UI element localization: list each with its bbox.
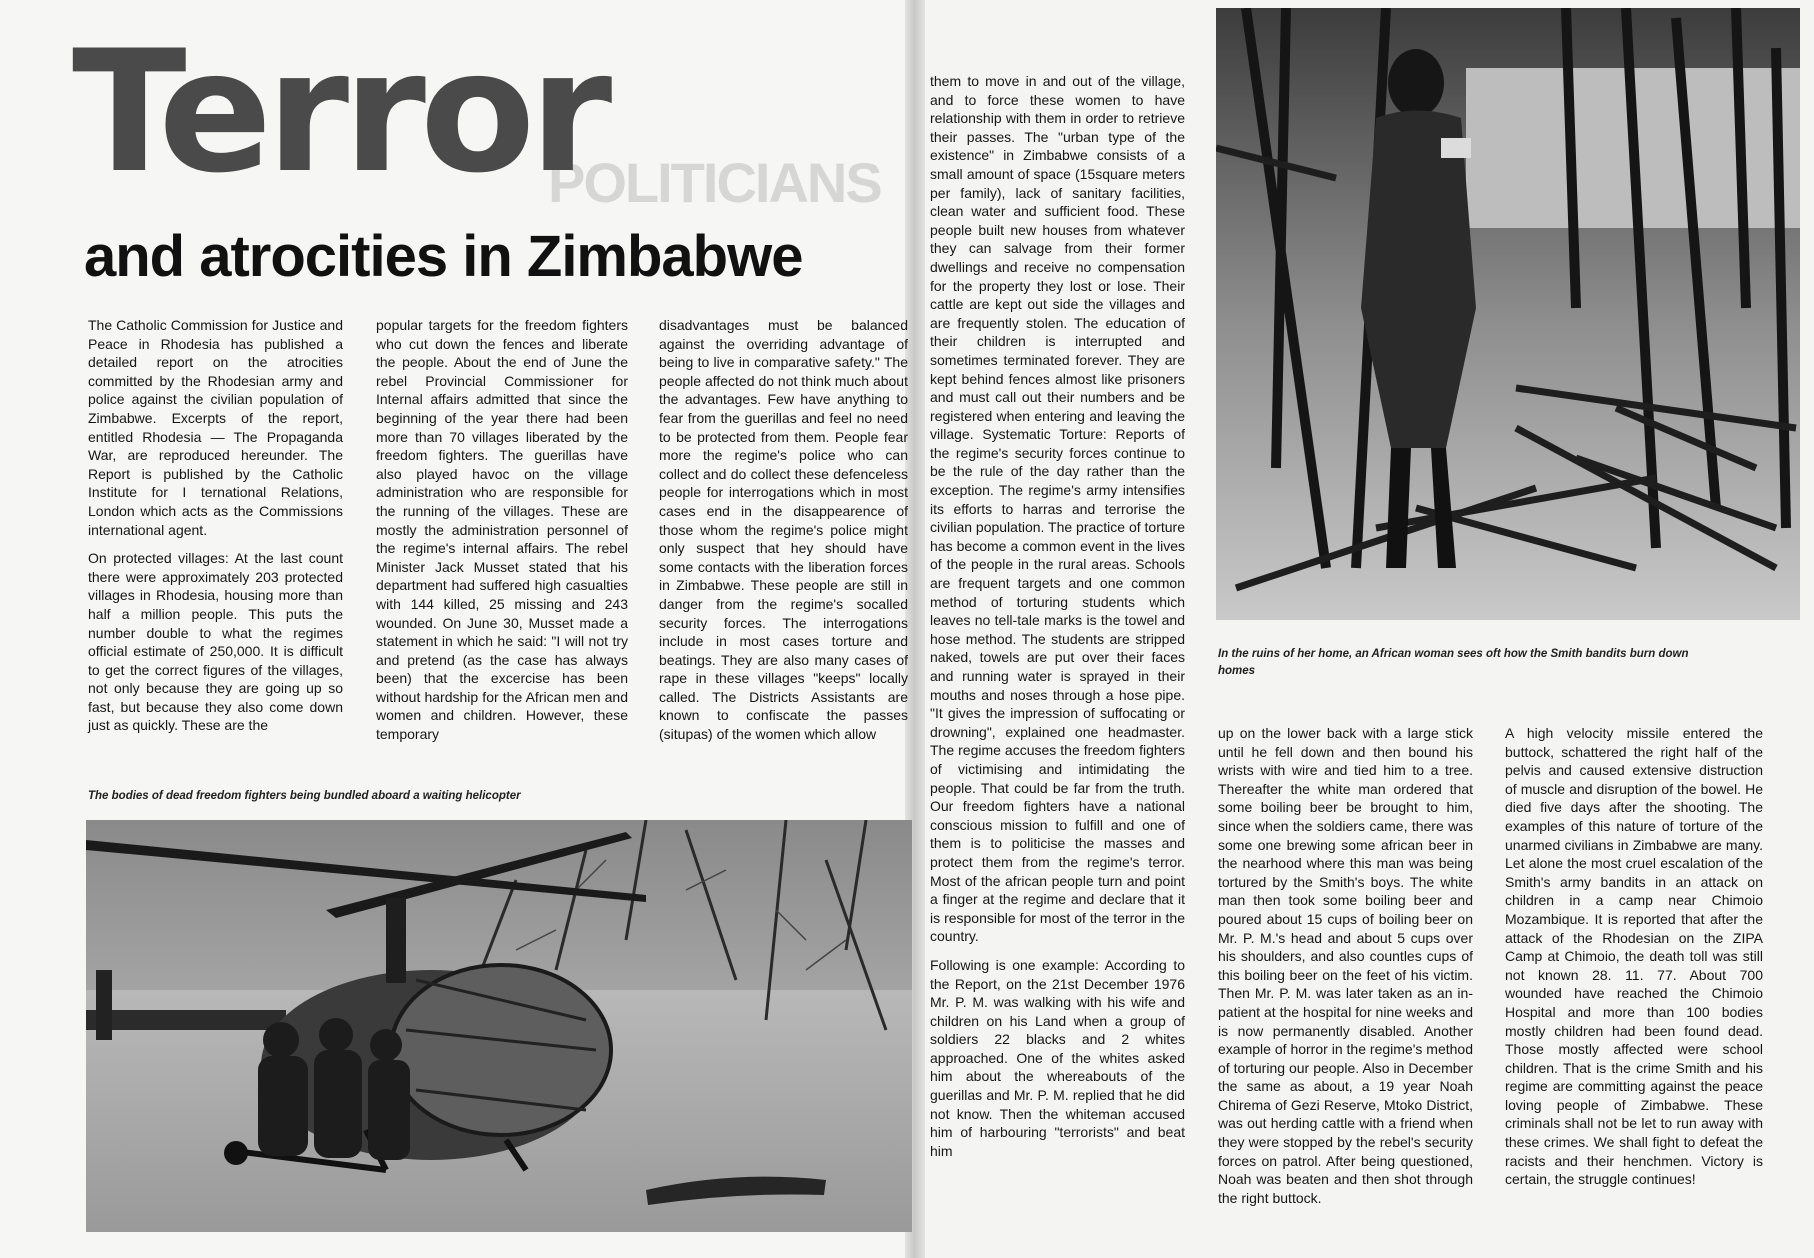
right-column-2 bbox=[1218, 724, 1473, 1217]
show-through-text: POLITICIANS bbox=[548, 151, 881, 214]
left-column-3-text: disadvantages must be balanced against the overriding advantage of being to live in comparative safety." The people affected do not think much about the advantages. Few have anything to fear from the guerillas and feel no need to be protected from them. People fear more the regime's police who can collect and do collect these defenceless people for interrogations which in most cases end in the disappearence of those whom the regime's police might only suspect that hey should have some contacts with the liberation forces in Zimbabwe. These people are still in danger from the regime's socalled security forces. The interrogations include in most cases torture and beatings. They are also many cases of rape in these villages "keeps" locally called. The Districts Assistants are known to confiscate the passes (situpas) of the women which allow bbox=[659, 317, 908, 743]
woman-photo bbox=[1216, 8, 1800, 620]
left-column-2-text: popular targets for the freedom fighters who cut down the fences and liberate the people. About the end of June the rebel Provincial Commissioner for Internal affairs admitted that since the beginning of the year there had been more than 70 villages liberated by the freedom fighters. The guerillas have also played havoc on the village administration who are responsible for the running of the villages. These are mostly the administration personnel of the regime's internal affairs. The rebel Minister Jack Musset stated that his department had suffered high casualties with 144 killed, 25 missing and 243 wounded. On June 30, Musset made a statement in which he said: "I will not try and pretend (as the case has always been) that the excercise has been without hardship for the African men and women and children. However, these temporary bbox=[376, 317, 628, 743]
intro-paragraph: The Catholic Commission for Justice and Peace in Rhodesia has published a detailed report on the atrocities committed by the Rhodesian army and police against the civilian population of Zimbabwe. Excerpts of the report, entitled Rhodesia — The Propaganda War, are reproduced hereunder. The Report is published by the Catholic Institute for I ternational Relations, London which acts as the Commissions international agent. bbox=[88, 317, 343, 538]
headline-main: Terror bbox=[72, 14, 607, 210]
right-column-2-text: up on the lower back with a large stick until he fell down and then bound his wrists with wire and tied him to a tree. Thereafter the white man ordered that some boiling beer be brought to him, since when the soldiers came, there was some one brewing some african beer in the nearhood where this man was being tortured by the Smith's boys. The white man then took some boiling beer and poured about 15 cups of boiling beer on Mr. P. M.'s head and about 5 cups over his shoulders, and also countles cups of this boiling beer on the feet of his victim. Then Mr. P. M. was later taken as an in-patient at the hospital for nine weeks and is now permanently disabled. Another example of horror in the regime's method of torturing our people. Also in December the same as about, a 19 year Noah Chirema of Gezi Reserve, Mtoko District, was out herding cattle with a friend when they were stopped by the rebel's security forces on patrol. After being questioned, Noah was beaten and then shot through the right buttock. bbox=[1218, 725, 1473, 1206]
protected-villages-paragraph: On protected villages: At the last count there were approximately 203 protected villages in Rhodesia, housing more than half a million people. This puts the number double to what the regimes official estimate of 250,000. It is difficult to get the correct figures of the villages, not only because they are going up so fast, but because they also come down just as quickly. These are the bbox=[88, 550, 343, 734]
woman-caption: In the ruins of her home, an African woman sees oft how the Smith bandits burn down homes bbox=[1218, 648, 1689, 677]
right-column-3-text: A high velocity missile entered the buttock, schattered the right half of the pelvis and caused extensive distruction of muscle and disruption of the bowel. He died five days after the shooting. The examples of this nature of torture of the unarmed civilians in Zimbabwe are many. Let alone the most cruel escalation of the Smith's army bandits in an attack on children in a camp near Chimoio Mozambique. It is reported that after the attack of the Rhodesian on the ZIPA Camp at Chimoio, the death toll was still not known 28. 11. 77. About 700 wounded have reached the Chimoio Hospital and more than 100 bodies mostly children had been found dead. Those mostly affected were school children. That is the crime Smith and his regime are committing against the peace loving people of Zimbabwe. These criminals shall not be let to run away with these crimes. We shall fight to defeat the racists and their henchmen. Victory is certain, the struggle continues! bbox=[1505, 725, 1763, 1188]
helicopter-photo bbox=[86, 820, 912, 1232]
helicopter-caption: The bodies of dead freedom fighters being bundled aboard a waiting helicopter bbox=[88, 790, 521, 802]
left-column-2 bbox=[376, 316, 628, 754]
headline-sub: and atrocities in Zimbabwe bbox=[84, 224, 803, 289]
left-column-3 bbox=[659, 316, 908, 754]
right-column-3 bbox=[1505, 724, 1763, 1199]
helicopter-illustration bbox=[86, 820, 912, 1232]
left-column-1 bbox=[88, 316, 343, 745]
woman-ruins-illustration bbox=[1216, 8, 1800, 620]
villages-and-torture-paragraph: them to move in and out of the village, and to force these women to have relationship with them in order to retrieve their passes. The "urban type of the existence" in Zimbabwe consists of a small amount of space (15square meters per family), lack of sanitary facilities, clean water and sufficient food. These people built new houses from whatever they can salvage from their former dwellings and receive no compensation for the property they lost or lose. Their cattle are kept out side the villages and are frequently stolen. The education of their children is interrupted and sometimes terminated forever. They are kept behind fences almost like prisoners and must call out their numbers and be registered when entering and leaving the village. Systematic Torture: Reports of the regime's security forces continue to be the rule of the day rather than the exception. The regime's army intensifies its efforts to harras and terrorise the civilian population. The practice of torture has become a common event in the lives of the people in the rural areas. Schools are frequent targets and one common method of torturing students which leaves no tell-tale marks is the towel and hose method. The students are stripped naked, towels are put over their faces and running water is sprayed in their mouths and noses through a hose pipe. "It gives the impression of suffocating or drowning", explained one headmaster. The regime accuses the freedom fighters of victimising and intimidating the people. That could be far from the truth. Our freedom fighters have a national conscious mission to fulfill and one of them is to politicise the masses and protect them from the regime's terror. Most of the african people turn and point a finger at the regime and declare that it is responsible for most of the terror in the country. bbox=[930, 73, 1185, 945]
right-column-1 bbox=[930, 72, 1185, 1170]
example-paragraph: Following is one example: According to the Report, on the 21st December 1976 Mr. P. M. was walking with his wife and children on his Land when a group of soldiers 22 blacks and 2 whites approached. One of the whites asked him about the whereabouts of the guerillas and Mr. P. M. replied that he did not know. Then the whiteman accused him of harbouring "terrorists" and beat him bbox=[930, 956, 1185, 1159]
